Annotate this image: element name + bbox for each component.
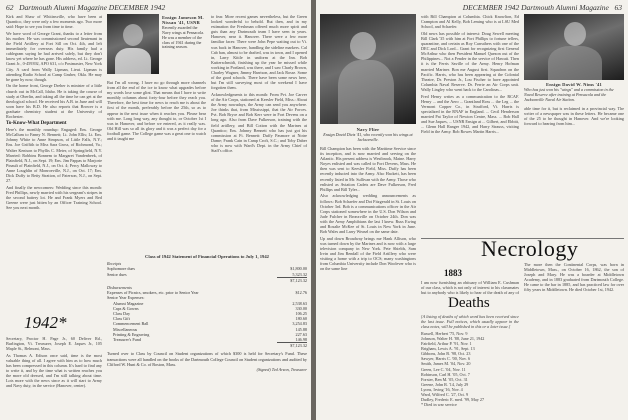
class-year-heading: 1942* — [24, 313, 67, 332]
row-amount: 145.88 — [295, 326, 307, 332]
portrait-face-icon — [123, 24, 143, 46]
row-label: Miscellaneous — [113, 326, 138, 332]
necrology-intro — [421, 280, 519, 296]
uniform-icon — [115, 48, 151, 74]
financial-statement-title: Class of 1942 Statement of Financial Operations to July 1, 1942 — [145, 254, 269, 259]
section-heading: To-Know-What Department — [6, 121, 67, 127]
right-column-3-lower — [524, 262, 624, 416]
list-item: Robinson, Carl H. '05, Oct. 7 — [421, 371, 470, 377]
row-label: Printing & Engraving — [113, 331, 150, 337]
deaths-list — [421, 331, 519, 407]
row-label: Commencement Ball — [113, 321, 149, 327]
deaths-section — [421, 314, 519, 416]
necrology-heading: Necrology — [481, 236, 579, 261]
right-running-head — [463, 3, 622, 12]
r-col3-paragraph-2: The more then the Continental Corps, was born in Middletown, Mass., on October 16, 1862, the son of Joseph and Mary. He was a boarder at Middletown Academy, and in 1883 graduated from Dartmouth College. He came to the bar in 1885, and has practiced law for over fifty years in Middletown. He died October 1st, 1942. — [524, 262, 624, 293]
col1-paragraph-4: And finally the newcomers: Wedding since this month: Fred Phillips, newly married with his sergeant's stripes in the second battery lot. He and Frank Myers and Red Greene were just bitten by an Officer Training School. See you next month. — [6, 184, 102, 211]
row-amount: $1,800.00 — [290, 266, 307, 272]
row-label: Class Gift — [113, 316, 130, 322]
treasurer-signature: (Signed) Ted Arzon, Treasurer — [256, 367, 307, 373]
list-item: Smith, James M. '04, Nov. 20 — [421, 361, 471, 367]
list-item: * Died in war service — [421, 402, 457, 408]
list-item: Fairfield, Arthur P. '91, Nov. 1 — [421, 341, 472, 347]
financial-statement — [107, 254, 307, 416]
right-column-1 — [320, 146, 416, 416]
col3-acknowledgments: Acknowledgments to this month: From Pvt. Joe Carver of the Air Corps, stationed at Keesler Field, Miss.: About the Army nowadays, the Army can send you anywhere. Joe thinks that, from Mississippi, that the Air Forces. Pvt. Bob Bryce and Bob Kerr were in Fort Devens on a long ago. Also from Dave Fulkerson, training with the field artillery, and Bill Cotton with the Marines at Quantico; Ens. Johnny Bennett who has just got his commission at Ft. Bennett: Duffy Pasmore at Notre Dame; Frank Cain in Camp Croft, S.C.; and Toby Daber who is now with Ward's Dept. in the Army Chief of Staff's office. — [211, 92, 307, 154]
class-secretary: Secretary, Proctor H. Page Jr., 60 Deliver Rd., Burlington, Vt. Treasurer, Joseph E. Jaques Jr., 105 Maple St., Belmont, Mass. — [6, 336, 102, 352]
col1-paragraph: We have word of George Grant, thanks to a letter from his mother. He was commissioned second lieutenant in the Field Artillery at Fort Sill on Oct. 4th, and left immediately for overseas duty. His family had a cablegram saying he had arrived safely, but they don't know yet where he has gone. His address, ed. Lt. George Grant Jr., 0-459392, APO 631, c/o Postmaster, New York City. A card from Wally Lipman, Lieut. Lipman is attending Radio School at Camp Gruber, Okla. He may be gone by now, though. — [6, 30, 102, 82]
flier-face-icon — [350, 32, 376, 60]
disbursements-label: Disbursements — [107, 285, 132, 291]
photo2-caption-head: Navy Flier — [356, 127, 380, 132]
right-page — [316, 0, 628, 420]
left-running-title: Dartmouth Alumni Magazine DECEMBER 1942 — [19, 3, 166, 12]
row-label: Expenses of Picnics, smokers, etc. prior to Senior Year — [107, 290, 199, 296]
right-column-3-upper — [524, 106, 624, 236]
col1-paragraph-2: On the home front, George Dreher is minister of a little church out in McCall, Idaho. He is taking the course of study at Oberlin, and taking all the time he can get at the theological school. He received his A.B. in June and will soon have his B.D. He also reports that Brower is a graduate chemistry student at the University of Rochester. — [6, 83, 102, 119]
left-page — [0, 0, 311, 420]
r-col1-paragraph-3: Up and down Broadway brings me Hank Allison, who was turned down by the Marines and is now with a large television company in New York. Pete Shields, Sam Irvin and Jim Rendall of the Field Artillery who were visiting a home with a trip to OCS; many washingtons from Columbia University include Don Woolever who is on the same line — [320, 235, 416, 272]
left-page-number: 62 — [6, 3, 14, 12]
photo3-caption-head: Ensign David W. Nims '41 — [546, 82, 602, 87]
list-item: Brigham, Lewis A. '91, Sept. 13 — [421, 346, 475, 352]
left-column-3 — [211, 14, 307, 250]
r-col2-paragraph: with Bill Champion at Columbia. Chick Knowlton, Ed Crampton and Al Kelly, Bob Leming who is at LSU Med School, and Schaefer. — [421, 14, 519, 30]
disbursements-total: $7,123.32 — [277, 342, 307, 348]
row-label: Sophomore dues — [107, 266, 136, 272]
photo1-caption — [162, 16, 206, 50]
photo2-caption — [320, 128, 416, 143]
col1-top-text: Kirk and Shaw of Whitinsville, who have been at Quantico, they were only a few moments ago. Two more said: Hope to see you from time to time. — [6, 14, 102, 30]
row-amount: $12.76 — [295, 290, 307, 296]
right-running-title: DECEMBER 1942 Dartmouth Alumni Magazine — [462, 3, 609, 12]
row-label: Alumni Magazine — [113, 300, 144, 306]
photo3-caption — [524, 83, 624, 103]
deaths-heading: Deaths — [448, 295, 490, 311]
list-item: Ward, Wilfred C. '27, Oct. 9 — [421, 392, 469, 397]
left-column-2 — [107, 80, 206, 250]
disbursements-total-row — [107, 342, 307, 348]
r-col2-paragraph-3: Fred Henry writes as a communication to the RCAF. Henry ... and the Aero ... Grantland Ross ... the Leg ... the Vermont Copper Co., in Strafford, Vt. Harris is specialized in the RNAF in England. ... Cecil Henderson married Pat Taylor of Newton Centre, Mass. ... Bob Hall and Sue Jaques, ... USNR Ensign at ... Gilbert, and Ebbitt, ... Glenn Hall Ranger 1942, and Harry Strauss, visiting Field in the Army. Bob Rowes Martin Harris... — [421, 93, 519, 135]
row-amount: 146.98 — [295, 337, 307, 343]
receipts-label: Receipts — [107, 261, 122, 267]
jacket-icon — [548, 46, 602, 80]
r-col3-paragraph: able time for it, but is reclaimed in a provincial way. The writer of a newspaper was in these letters. He became one of the 25 to be thought in Hanover. And we're looking forward to hearing from him... — [524, 106, 624, 127]
list-item: Green, Lee C. '04, Nov. 11 — [421, 366, 466, 372]
receipts-total: $7,123.32 — [277, 277, 307, 283]
r-col1-paragraph: Bill Champion has been with the Maritime Service since its inception, and is now married and serving on the Atlantic. His present address is Westbrook, Maine. Harry Noyes enlisted and was called to Fort Devens, Mass. He then was sent to Keesler Field, Miss. Duffy has been recently inducted into the Army. Also Hackett, has been recently listed in Mr. Sullivan with the Army. Those who enlisted as Aviation Cadets are Dave Fulkerson, Fred Phillips and Bill Tyler... — [320, 146, 416, 192]
row-amount: 180.60 — [295, 316, 307, 322]
navy-flier-photo — [320, 14, 416, 124]
list-item: Gibbons, John B. '98, Oct. 23 — [421, 351, 471, 357]
row-label: Caps & Gowns — [113, 305, 139, 311]
row-label: Treasurer's Fund — [113, 337, 141, 343]
deaths-intro: [A listing of deaths of which word has been received since the last issue. Full notices, which usually appear in the class notes, will be published in this or a later issue.] — [421, 314, 519, 330]
r-col2-paragraph-2: Old news has possible of interest: Doug Sewell meeting Bill Clark '35 with him at Fort Phillips to fortune tellers, quarantine, and certain as Roy Carruthers with one of the DEC and Dick Lord... Grant for recognizing first General McArthur who then President Manuel Quezon out of the Philippines... Not a Fender in the service of Hawaii. Then it is the Ferris Saville of the Army. Henry Hofman married Mariner. Bon me August first. Squadron on the Pacific. Harris, who has been appearing at the Colonial Theatre, Dr. Preston Jr., Lou Fischer to have appointed Columbia Naval Reserve. Dr. Ferrie an Air Corps unit. Wally Lingley who went back to the Carolinas... — [421, 30, 519, 92]
row-amount: 330.00 — [295, 305, 307, 311]
ensign-nims-photo — [524, 14, 624, 80]
row-amount: 227.63 — [295, 331, 307, 337]
list-item: Forster, Ben M. '05, Oct. 31 — [421, 376, 468, 382]
nims-face-icon — [564, 22, 586, 46]
left-running-head — [6, 3, 165, 12]
row-amount: 3,254.83 — [292, 321, 307, 327]
row-amount: 106.25 — [295, 311, 307, 317]
ensign-portrait-photo — [107, 14, 159, 74]
list-item: Sawyer, Harris C. '00, Nov. 6 — [421, 356, 471, 362]
list-item: Lyons, Irving '16, Nov. 4 — [421, 386, 463, 392]
right-page-number: 63 — [614, 3, 622, 12]
list-item: Russell, Herbert '75, Nov. 9 — [421, 330, 468, 336]
list-item: Greene, John R. '14, July 29 — [421, 381, 469, 387]
row-label: Senior dues — [107, 271, 127, 277]
col2-paragraph: But I'm all wrong. I have no go through more channels from all the end of the ice to know what upgrades before my words lose some glint. That means that I have to write monthly columns about forty-four before they reach you. Therefore, the best time for news to reach me is about the first of the month, preferably before the 25th, so as to appear in the next issue when it reaches you. Please bear with me. Long long way, any thought to, or October 1st I was in Hanover, and before we entered, as it really was. Old Hill was so all its glory and it was a perfect day for a football game. The College game was a great one to watch and it taught me — [107, 80, 206, 142]
receipts-total-row — [107, 277, 307, 283]
right-column-2 — [421, 14, 519, 236]
row-amount: 5,323.32 — [292, 271, 307, 277]
necrology-intro-text: I am now furnishing an obituary of William E. Cushman of our class, which is not only of interest to his classmates but to anybody who is likely to hear of the death of any of — [421, 280, 519, 296]
financial-note: Turned over to Class by Council on Student organizations of which $300 is held for Secretary's Fund. These transactions were all handled on the books of the Dartmouth College Council on Student organizations and audited by Clifford W. Hunt & Co. of Boston, Mass. — [107, 351, 307, 367]
col1-paragraph-5: As Thomas A. Edison once said, time is the most valuable thing of all. I agree with him as to how much has been compressed in this column. It's hard to find any to write it, and by the time what is written reaches you the more old dressed, and I'm still talking about time. Lots more with the news since as it will start to Army and Navy duty, in the service (Hanover, center). — [6, 352, 102, 389]
row-label: Class Day — [113, 311, 131, 317]
col3-paragraph: to fear. More recent games nevertheless, but the Green looked wonderful to behold. But then, and in my estimation the Freshman offered much more spirit and guts than any Dartmouth team I have seen in years. Hanover, near it. Hanover. There were a few more familiar faces: There were John Pepe waiting out to Vt. was back in Hanover, handling the sideline markers. Cal Cab ban, almost to be drafted, was in town, and I opened in, Larry Kittle in uniform at the Inn. Bob Kutterschmidt, finishing up the year he missed while working in Portland, was there, and I saw Charly Brown, Charley Wagner, Jimmy Harrison, and Jack Rosse. Some of the good schools. There have been some news here, but I'm still surveying most of the weekend I have forgotten them. — [211, 14, 307, 91]
row-amount: 2,538.63 — [292, 300, 307, 306]
col1-paragraph-3: Here's the monthly roundup: Engaged: Ens. George McCallum to Fanny N. Bennett; Lt. John Ellis; Lt. Ens. Johnny White to Anne Simpson, of Little Falls, N.Y.; Ens. Joe Griffith to Miss Sara Gross, of Richmond, Va.; Walter Kenison to Phyllis C. Meier, of Springfield, N.Y. Married: Robbins Bonnem to Margaret Vandenbeek, of Plainfield, N.J., on Sept. 19; Ens. Jim Pappas to Marjorie Pinault of Plainfield, N.J., on Oct. 4; Percy Malloway to Anne Loughlin of Monroeville, N.J., on Oct. 17; Ens. Dick Duffy to Betty Stratton, of Paterson, N.J., on Sept. 27. — [6, 127, 102, 184]
class-year-1883: 1883 — [444, 268, 462, 278]
disbursement-rows — [107, 290, 307, 342]
left-column-1-lower — [6, 336, 102, 416]
list-item: Johnson, Walter H. '88, June 21, 1942 — [421, 335, 485, 341]
photo1-caption-head: Ensign Jameson M. Nissan '41, USNR — [162, 15, 204, 25]
photo1-caption-text: Recently awarded the Navy wings at Pensacola. He was a member of the class of 1941 during the training season. — [162, 24, 205, 50]
list-item: Dudley, Frederic E. med. '99, May 27 — [421, 397, 485, 403]
flight-suit-icon — [338, 60, 394, 124]
row-label: Senior Year Expenses: — [107, 295, 145, 301]
r-col1-paragraph-2: Also acknowledging wedding announcements as follows: Bob Schaefer and Dot Fitzgerald in St. Louis on October 3rd. Bob is a communications officer in the Air Corps stationed somewhere in the U.S. Don Wilson and Jude Fulcher in Bronxville on October 24th. Don was with the Army Amphibians the last I knew. Russ Ewing and Rosalie McKee of St. Louis in New York in June. Bob Wales and Larry Weasel on the same date. — [320, 193, 416, 235]
photo2-caption-text: Ensign David Dietz '41, who recently won his wings at Jacksonville. — [323, 131, 413, 142]
photo3-caption-text: Who has just won his "wings" and a commission in the Naval Reserve after training at Pensacola and the Jacksonville Naval Air Station. — [524, 86, 614, 102]
